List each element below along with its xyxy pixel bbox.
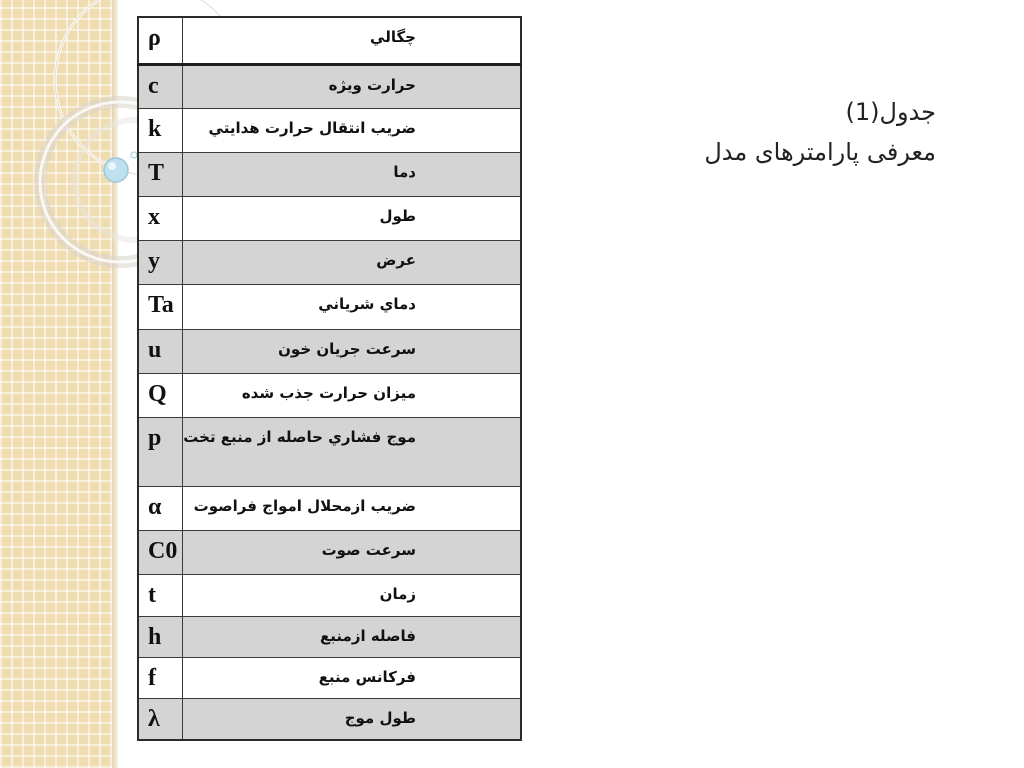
description-cell: زمان xyxy=(183,574,521,616)
description-cell: فاصله ازمنبع xyxy=(183,616,521,657)
description-cell: حرارت ويژه xyxy=(183,64,521,108)
table-row xyxy=(138,108,521,152)
strip-edge xyxy=(112,0,118,768)
description-cell: موج فشاري حاصله از منبع تخت xyxy=(183,417,521,486)
description-cell: طول xyxy=(183,196,521,240)
table-row xyxy=(138,486,521,530)
caption-subtitle: معرفی پارامترهای مدل xyxy=(704,138,936,166)
table-row xyxy=(138,530,521,574)
description-cell: ضريب ازمحلال امواج فراصوت xyxy=(183,486,521,530)
parameter-table xyxy=(137,16,522,741)
table-row xyxy=(138,657,521,698)
decorative-grid-strip xyxy=(0,0,112,768)
table-row xyxy=(138,373,521,417)
symbol-cell: C0 xyxy=(138,530,183,574)
symbol-cell: T xyxy=(138,152,183,196)
symbol-cell: ρ xyxy=(138,17,183,64)
table-row xyxy=(138,417,521,486)
symbol-cell: u xyxy=(138,329,183,373)
symbol-cell: t xyxy=(138,574,183,616)
symbol-cell: x xyxy=(138,196,183,240)
table-row xyxy=(138,64,521,108)
symbol-cell: Ta xyxy=(138,284,183,329)
table-row xyxy=(138,574,521,616)
description-cell: عرض xyxy=(183,240,521,284)
symbol-cell: c xyxy=(138,64,183,108)
table-row xyxy=(138,17,521,64)
description-cell: ميزان حرارت جذب شده xyxy=(183,373,521,417)
table-row xyxy=(138,698,521,740)
symbol-cell: f xyxy=(138,657,183,698)
symbol-cell: y xyxy=(138,240,183,284)
description-cell: ضريب انتقال حرارت هدايتي xyxy=(183,108,521,152)
symbol-cell: p xyxy=(138,417,183,486)
symbol-cell: h xyxy=(138,616,183,657)
table-row xyxy=(138,196,521,240)
symbol-cell: λ xyxy=(138,698,183,740)
symbol-cell: α xyxy=(138,486,183,530)
table-row xyxy=(138,240,521,284)
description-cell: دما xyxy=(183,152,521,196)
description-cell: فركانس منبع xyxy=(183,657,521,698)
symbol-cell: k xyxy=(138,108,183,152)
description-cell: سرعت جريان خون xyxy=(183,329,521,373)
caption-title: جدول(1) xyxy=(845,98,936,126)
table-row xyxy=(138,329,521,373)
table-caption xyxy=(704,92,936,172)
description-cell: دماي شرياني xyxy=(183,284,521,329)
symbol-cell: Q xyxy=(138,373,183,417)
description-cell: طول موج xyxy=(183,698,521,740)
table-row xyxy=(138,616,521,657)
description-cell: چگالي xyxy=(183,17,521,64)
table-row xyxy=(138,284,521,329)
table-row xyxy=(138,152,521,196)
description-cell: سرعت صوت xyxy=(183,530,521,574)
